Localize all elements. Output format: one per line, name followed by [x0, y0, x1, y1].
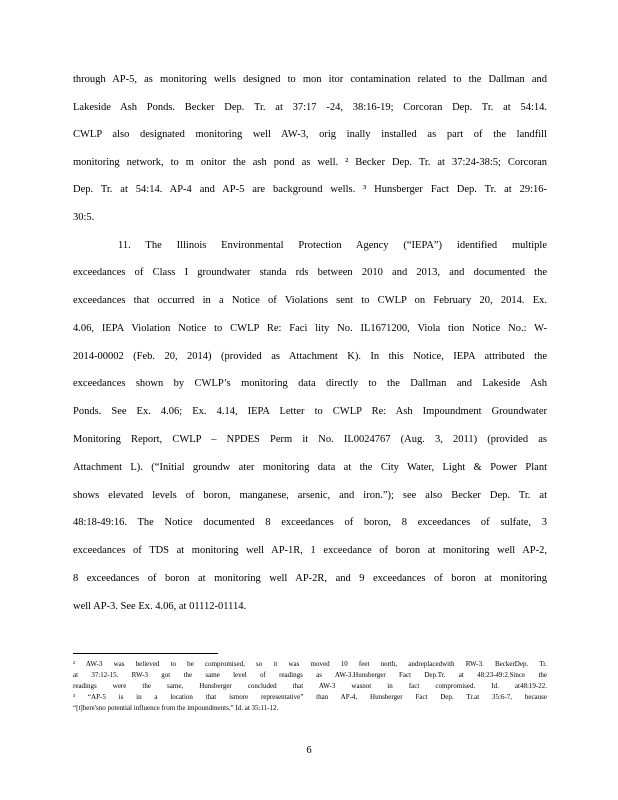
footnote-line: ³ “AP-5 is in a location that ismore representative” than AP-4, Hunsberger Fact Dep. Tr.at 35:6-7, because [73, 693, 547, 701]
footnote-divider [73, 653, 218, 654]
body-line: well AP-3. See Ex. 4.06, at 01112-01114. [73, 601, 247, 612]
body-line: Lakeside Ash Ponds. Becker Dep. Tr. at 37:17 -24, 38:16-19; Corcoran Dep. Tr. at 54:14. [73, 102, 547, 113]
body-line: monitoring network, to m onitor the ash pond as well. ² Becker Dep. Tr. at 37:24-38:5; Corcoran [73, 157, 547, 168]
body-line: Ponds. See Ex. 4.06; Ex. 4.14, IEPA Letter to CWLP Re: Ash Impoundment Groundwater [73, 406, 547, 417]
footnote-line: ² AW-3 was believed to be compromised, so it was moved 10 feet north, andreplacedwith RW-3. BeckerDep. Tr. [73, 660, 547, 668]
body-line: shows elevated levels of boron, manganese, arsenic, and iron.”); see also Becker Dep. Tr. at [73, 490, 547, 501]
body-line: Attachment L). (“Initial groundw ater monitoring data at the City Water, Light & Power Plant [73, 462, 547, 473]
body-line: exceedances shown by CWLP’s monitoring data directly to the Dallman and Lakeside Ash [73, 378, 547, 389]
footnote-line: “[t]here'sno potential influence from the impoundments.” Id. at 35:11-12. [73, 704, 279, 712]
body-line: 8 exceedances of boron at monitoring well AP-2R, and 9 exceedances of boron at monitoring [73, 573, 547, 584]
footnote-line: readings were the same, Hunsberger concluded that AW-3 wasnot in fact compromised. Id. at48:19-22. [73, 682, 547, 690]
body-line: through AP-5, as monitoring wells designed to mon itor contamination related to the Dallman and [73, 74, 547, 85]
body-line: exceedances that occurred in a Notice of Violations sent to CWLP on February 20, 2014. Ex. [73, 295, 547, 306]
body-line: CWLP also designated monitoring well AW-3, orig inally installed as part of the landfill [73, 129, 547, 140]
body-line: 4.06, IEPA Violation Notice to CWLP Re: Faci lity No. IL1671200, Viola tion Notice No.: W- [73, 323, 547, 334]
body-line: exceedances of Class I groundwater standa rds between 2010 and 2013, and documented the [73, 267, 547, 278]
body-line: 48:18-49:16. The Notice documented 8 exceedances of boron, 8 exceedances of sulfate, 3 [73, 517, 547, 528]
body-line: 2014-00002 (Feb. 20, 2014) (provided as Attachment K). In this Notice, IEPA attributed the [73, 351, 547, 362]
body-line: Monitoring Report, CWLP – NPDES Perm it No. IL0024767 (Aug. 3, 2011) (provided as [73, 434, 547, 445]
body-line: 30:5. [73, 212, 95, 223]
page-number: 6 [306, 745, 312, 756]
body-line: exceedances of TDS at monitoring well AP-1R, 1 exceedance of boron at monitoring well AP-2, [73, 545, 547, 556]
footnote-line: at 37:12-15. RW-3 got the same level of readings as AW-3.Hunsberger Fact Dep.Tr. at 48:23-49:2.Since the [73, 671, 547, 679]
body-line: Dep. Tr. at 54:14. AP-4 and AP-5 are background wells. ³ Hunsberger Fact Dep. Tr. at 29:16- [73, 184, 547, 195]
paragraph-11-first-line: 11. The Illinois Environmental Protection Agency (“IEPA”) identified multiple [118, 240, 547, 251]
